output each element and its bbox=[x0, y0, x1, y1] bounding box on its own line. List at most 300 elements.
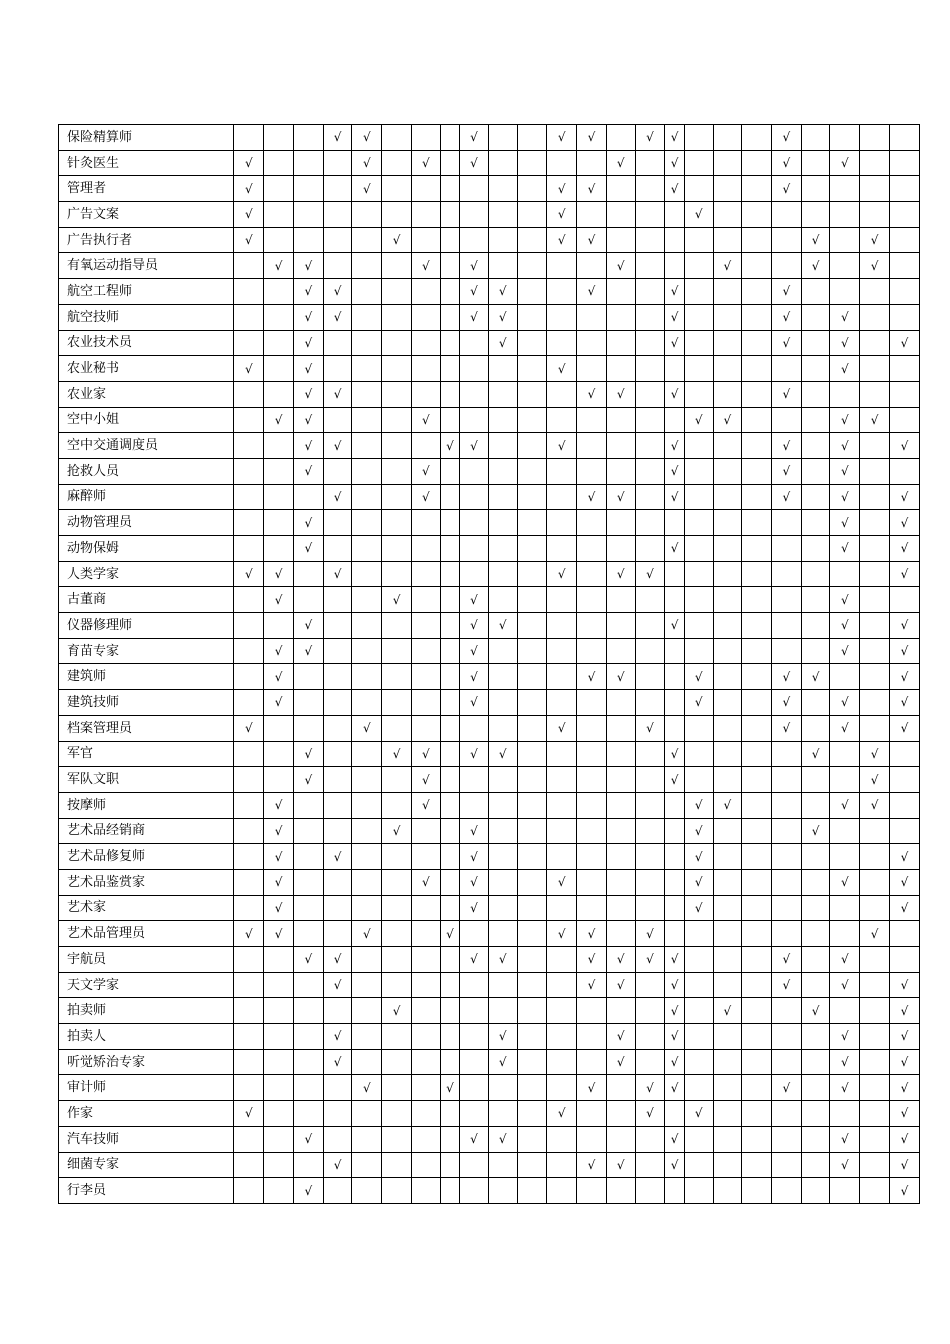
check-mark: √ bbox=[264, 844, 294, 870]
empty-cell bbox=[713, 381, 742, 407]
check-mark: √ bbox=[382, 998, 412, 1024]
check-mark: √ bbox=[382, 818, 412, 844]
check-mark: √ bbox=[771, 484, 801, 510]
empty-cell bbox=[713, 433, 742, 459]
empty-cell bbox=[771, 561, 801, 587]
empty-cell bbox=[742, 484, 772, 510]
empty-cell bbox=[517, 895, 547, 921]
empty-cell bbox=[517, 638, 547, 664]
empty-cell bbox=[382, 1049, 412, 1075]
check-mark: √ bbox=[293, 613, 323, 639]
empty-cell bbox=[352, 664, 382, 690]
empty-cell bbox=[771, 638, 801, 664]
check-mark: √ bbox=[860, 227, 890, 253]
empty-cell bbox=[801, 433, 830, 459]
check-mark: √ bbox=[889, 844, 919, 870]
empty-cell bbox=[830, 227, 860, 253]
empty-cell bbox=[440, 1024, 459, 1050]
check-mark: √ bbox=[889, 536, 919, 562]
empty-cell bbox=[665, 690, 684, 716]
empty-cell bbox=[382, 613, 412, 639]
empty-cell bbox=[517, 536, 547, 562]
empty-cell bbox=[577, 150, 607, 176]
empty-cell bbox=[411, 972, 440, 998]
check-mark: √ bbox=[771, 381, 801, 407]
empty-cell bbox=[411, 356, 440, 382]
check-mark: √ bbox=[830, 1152, 860, 1178]
empty-cell bbox=[606, 767, 635, 793]
empty-cell bbox=[889, 458, 919, 484]
empty-cell bbox=[460, 1101, 489, 1127]
empty-cell bbox=[488, 356, 517, 382]
empty-cell bbox=[293, 176, 323, 202]
empty-cell bbox=[860, 381, 890, 407]
empty-cell bbox=[713, 869, 742, 895]
empty-cell bbox=[517, 510, 547, 536]
empty-cell bbox=[684, 1049, 713, 1075]
check-mark: √ bbox=[323, 1049, 352, 1075]
empty-cell bbox=[547, 150, 577, 176]
check-mark: √ bbox=[684, 1101, 713, 1127]
empty-cell bbox=[517, 381, 547, 407]
empty-cell bbox=[547, 947, 577, 973]
empty-cell bbox=[293, 972, 323, 998]
empty-cell bbox=[382, 895, 412, 921]
check-mark: √ bbox=[771, 715, 801, 741]
empty-cell bbox=[352, 1101, 382, 1127]
check-mark: √ bbox=[488, 947, 517, 973]
empty-cell bbox=[264, 613, 294, 639]
empty-cell bbox=[635, 792, 665, 818]
empty-cell bbox=[713, 279, 742, 305]
empty-cell bbox=[460, 561, 489, 587]
check-mark: √ bbox=[801, 227, 830, 253]
empty-cell bbox=[234, 613, 264, 639]
empty-cell bbox=[665, 407, 684, 433]
empty-cell bbox=[889, 356, 919, 382]
empty-cell bbox=[488, 844, 517, 870]
empty-cell bbox=[771, 921, 801, 947]
check-mark: √ bbox=[684, 690, 713, 716]
table-row bbox=[59, 330, 920, 356]
empty-cell bbox=[684, 536, 713, 562]
empty-cell bbox=[684, 613, 713, 639]
empty-cell bbox=[382, 330, 412, 356]
empty-cell bbox=[889, 253, 919, 279]
empty-cell bbox=[440, 613, 459, 639]
empty-cell bbox=[411, 202, 440, 228]
empty-cell bbox=[635, 844, 665, 870]
empty-cell bbox=[323, 587, 352, 613]
empty-cell bbox=[713, 947, 742, 973]
check-mark: √ bbox=[460, 895, 489, 921]
empty-cell bbox=[742, 1178, 772, 1204]
table-row bbox=[59, 613, 920, 639]
empty-cell bbox=[771, 895, 801, 921]
table-row bbox=[59, 869, 920, 895]
empty-cell bbox=[264, 1126, 294, 1152]
check-mark: √ bbox=[411, 407, 440, 433]
check-mark: √ bbox=[635, 1075, 665, 1101]
empty-cell bbox=[684, 330, 713, 356]
empty-cell bbox=[830, 998, 860, 1024]
empty-cell bbox=[323, 536, 352, 562]
check-mark: √ bbox=[606, 150, 635, 176]
empty-cell bbox=[517, 356, 547, 382]
empty-cell bbox=[460, 1178, 489, 1204]
empty-cell bbox=[234, 458, 264, 484]
empty-cell bbox=[517, 433, 547, 459]
empty-cell bbox=[264, 1075, 294, 1101]
empty-cell bbox=[635, 664, 665, 690]
empty-cell bbox=[488, 253, 517, 279]
empty-cell bbox=[264, 279, 294, 305]
empty-cell bbox=[860, 1075, 890, 1101]
empty-cell bbox=[264, 767, 294, 793]
empty-cell bbox=[382, 304, 412, 330]
empty-cell bbox=[713, 125, 742, 151]
empty-cell bbox=[684, 433, 713, 459]
empty-cell bbox=[577, 792, 607, 818]
empty-cell bbox=[889, 947, 919, 973]
empty-cell bbox=[547, 279, 577, 305]
empty-cell bbox=[460, 510, 489, 536]
empty-cell bbox=[606, 638, 635, 664]
empty-cell bbox=[713, 818, 742, 844]
check-mark: √ bbox=[889, 895, 919, 921]
empty-cell bbox=[517, 690, 547, 716]
empty-cell bbox=[860, 356, 890, 382]
empty-cell bbox=[460, 407, 489, 433]
empty-cell bbox=[234, 330, 264, 356]
empty-cell bbox=[440, 536, 459, 562]
empty-cell bbox=[860, 869, 890, 895]
table-row bbox=[59, 304, 920, 330]
empty-cell bbox=[801, 356, 830, 382]
check-mark: √ bbox=[606, 947, 635, 973]
empty-cell bbox=[635, 150, 665, 176]
table-row bbox=[59, 176, 920, 202]
empty-cell bbox=[440, 279, 459, 305]
empty-cell bbox=[440, 638, 459, 664]
empty-cell bbox=[684, 510, 713, 536]
empty-cell bbox=[830, 279, 860, 305]
check-mark: √ bbox=[293, 767, 323, 793]
empty-cell bbox=[577, 613, 607, 639]
check-mark: √ bbox=[889, 1152, 919, 1178]
empty-cell bbox=[352, 202, 382, 228]
empty-cell bbox=[382, 1075, 412, 1101]
empty-cell bbox=[382, 869, 412, 895]
empty-cell bbox=[323, 613, 352, 639]
check-mark: √ bbox=[830, 690, 860, 716]
empty-cell bbox=[440, 664, 459, 690]
empty-cell bbox=[234, 895, 264, 921]
empty-cell bbox=[577, 1178, 607, 1204]
empty-cell bbox=[234, 253, 264, 279]
check-mark: √ bbox=[411, 869, 440, 895]
check-mark: √ bbox=[323, 561, 352, 587]
empty-cell bbox=[547, 1024, 577, 1050]
empty-cell bbox=[460, 536, 489, 562]
empty-cell bbox=[352, 561, 382, 587]
occupation-name: 军队文职 bbox=[59, 767, 234, 793]
empty-cell bbox=[830, 921, 860, 947]
empty-cell bbox=[234, 1178, 264, 1204]
empty-cell bbox=[606, 715, 635, 741]
check-mark: √ bbox=[264, 561, 294, 587]
empty-cell bbox=[293, 869, 323, 895]
empty-cell bbox=[830, 844, 860, 870]
check-mark: √ bbox=[830, 510, 860, 536]
occupation-name: 古董商 bbox=[59, 587, 234, 613]
empty-cell bbox=[547, 510, 577, 536]
check-mark: √ bbox=[684, 818, 713, 844]
check-mark: √ bbox=[665, 125, 684, 151]
empty-cell bbox=[352, 330, 382, 356]
empty-cell bbox=[264, 356, 294, 382]
empty-cell bbox=[713, 767, 742, 793]
empty-cell bbox=[742, 1126, 772, 1152]
check-mark: √ bbox=[771, 947, 801, 973]
empty-cell bbox=[742, 1024, 772, 1050]
check-mark: √ bbox=[889, 1049, 919, 1075]
empty-cell bbox=[382, 792, 412, 818]
check-mark: √ bbox=[264, 587, 294, 613]
empty-cell bbox=[771, 613, 801, 639]
empty-cell bbox=[860, 176, 890, 202]
empty-cell bbox=[264, 741, 294, 767]
empty-cell bbox=[713, 690, 742, 716]
empty-cell bbox=[860, 536, 890, 562]
empty-cell bbox=[323, 767, 352, 793]
empty-cell bbox=[684, 1178, 713, 1204]
empty-cell bbox=[635, 202, 665, 228]
table-body bbox=[59, 125, 920, 1204]
empty-cell bbox=[517, 227, 547, 253]
check-mark: √ bbox=[635, 947, 665, 973]
empty-cell bbox=[517, 561, 547, 587]
empty-cell bbox=[860, 715, 890, 741]
check-mark: √ bbox=[293, 510, 323, 536]
empty-cell bbox=[742, 1101, 772, 1127]
empty-cell bbox=[684, 638, 713, 664]
empty-cell bbox=[771, 1126, 801, 1152]
empty-cell bbox=[440, 202, 459, 228]
check-mark: √ bbox=[547, 869, 577, 895]
occupation-name: 行李员 bbox=[59, 1178, 234, 1204]
check-mark: √ bbox=[684, 792, 713, 818]
empty-cell bbox=[440, 561, 459, 587]
empty-cell bbox=[889, 304, 919, 330]
empty-cell bbox=[606, 587, 635, 613]
check-mark: √ bbox=[293, 279, 323, 305]
occupation-name: 军官 bbox=[59, 741, 234, 767]
empty-cell bbox=[606, 433, 635, 459]
check-mark: √ bbox=[665, 998, 684, 1024]
check-mark: √ bbox=[577, 1075, 607, 1101]
check-mark: √ bbox=[830, 484, 860, 510]
table-row bbox=[59, 1075, 920, 1101]
occupation-name: 广告执行者 bbox=[59, 227, 234, 253]
occupation-name: 仪器修理师 bbox=[59, 613, 234, 639]
empty-cell bbox=[801, 613, 830, 639]
check-mark: √ bbox=[665, 767, 684, 793]
empty-cell bbox=[352, 587, 382, 613]
occupation-name: 动物保姆 bbox=[59, 536, 234, 562]
empty-cell bbox=[411, 536, 440, 562]
empty-cell bbox=[411, 587, 440, 613]
check-mark: √ bbox=[293, 741, 323, 767]
empty-cell bbox=[488, 1152, 517, 1178]
check-mark: √ bbox=[352, 176, 382, 202]
occupation-name: 农业家 bbox=[59, 381, 234, 407]
check-mark: √ bbox=[234, 227, 264, 253]
check-mark: √ bbox=[577, 176, 607, 202]
check-mark: √ bbox=[293, 1178, 323, 1204]
empty-cell bbox=[382, 844, 412, 870]
occupation-name: 航空工程师 bbox=[59, 279, 234, 305]
check-mark: √ bbox=[801, 664, 830, 690]
check-mark: √ bbox=[801, 741, 830, 767]
check-mark: √ bbox=[293, 458, 323, 484]
empty-cell bbox=[635, 690, 665, 716]
check-mark: √ bbox=[771, 972, 801, 998]
empty-cell bbox=[293, 844, 323, 870]
empty-cell bbox=[488, 536, 517, 562]
empty-cell bbox=[411, 227, 440, 253]
empty-cell bbox=[801, 1049, 830, 1075]
empty-cell bbox=[742, 356, 772, 382]
table-row bbox=[59, 715, 920, 741]
empty-cell bbox=[293, 1024, 323, 1050]
empty-cell bbox=[440, 715, 459, 741]
empty-cell bbox=[547, 638, 577, 664]
empty-cell bbox=[440, 895, 459, 921]
empty-cell bbox=[488, 638, 517, 664]
empty-cell bbox=[547, 818, 577, 844]
check-mark: √ bbox=[460, 690, 489, 716]
empty-cell bbox=[411, 690, 440, 716]
table-row bbox=[59, 433, 920, 459]
empty-cell bbox=[742, 227, 772, 253]
occupation-name: 天文学家 bbox=[59, 972, 234, 998]
empty-cell bbox=[771, 227, 801, 253]
empty-cell bbox=[517, 921, 547, 947]
empty-cell bbox=[264, 1178, 294, 1204]
empty-cell bbox=[635, 227, 665, 253]
empty-cell bbox=[713, 536, 742, 562]
check-mark: √ bbox=[323, 381, 352, 407]
check-mark: √ bbox=[460, 741, 489, 767]
empty-cell bbox=[606, 818, 635, 844]
empty-cell bbox=[460, 767, 489, 793]
empty-cell bbox=[264, 433, 294, 459]
check-mark: √ bbox=[323, 304, 352, 330]
empty-cell bbox=[606, 792, 635, 818]
occupation-check-table bbox=[58, 124, 920, 1204]
empty-cell bbox=[264, 381, 294, 407]
check-mark: √ bbox=[488, 1049, 517, 1075]
empty-cell bbox=[323, 1178, 352, 1204]
empty-cell bbox=[860, 484, 890, 510]
empty-cell bbox=[440, 356, 459, 382]
empty-cell bbox=[488, 458, 517, 484]
empty-cell bbox=[860, 150, 890, 176]
check-mark: √ bbox=[606, 561, 635, 587]
check-mark: √ bbox=[460, 433, 489, 459]
empty-cell bbox=[801, 202, 830, 228]
empty-cell bbox=[264, 510, 294, 536]
check-mark: √ bbox=[460, 125, 489, 151]
empty-cell bbox=[830, 1178, 860, 1204]
empty-cell bbox=[264, 304, 294, 330]
empty-cell bbox=[606, 1101, 635, 1127]
occupation-name: 艺术品经销商 bbox=[59, 818, 234, 844]
empty-cell bbox=[606, 227, 635, 253]
empty-cell bbox=[684, 176, 713, 202]
check-mark: √ bbox=[830, 536, 860, 562]
empty-cell bbox=[801, 844, 830, 870]
empty-cell bbox=[440, 972, 459, 998]
empty-cell bbox=[713, 330, 742, 356]
check-mark: √ bbox=[889, 330, 919, 356]
empty-cell bbox=[684, 1126, 713, 1152]
empty-cell bbox=[234, 1075, 264, 1101]
check-mark: √ bbox=[830, 638, 860, 664]
empty-cell bbox=[323, 1126, 352, 1152]
empty-cell bbox=[577, 587, 607, 613]
occupation-name: 拍卖师 bbox=[59, 998, 234, 1024]
check-mark: √ bbox=[889, 1126, 919, 1152]
empty-cell bbox=[488, 1101, 517, 1127]
table-row bbox=[59, 561, 920, 587]
empty-cell bbox=[635, 356, 665, 382]
check-mark: √ bbox=[460, 304, 489, 330]
check-mark: √ bbox=[264, 921, 294, 947]
empty-cell bbox=[577, 510, 607, 536]
empty-cell bbox=[635, 1126, 665, 1152]
empty-cell bbox=[577, 356, 607, 382]
empty-cell bbox=[771, 253, 801, 279]
check-mark: √ bbox=[547, 715, 577, 741]
empty-cell bbox=[606, 690, 635, 716]
empty-cell bbox=[860, 844, 890, 870]
table-row bbox=[59, 792, 920, 818]
empty-cell bbox=[684, 125, 713, 151]
check-mark: √ bbox=[411, 458, 440, 484]
empty-cell bbox=[460, 972, 489, 998]
empty-cell bbox=[460, 356, 489, 382]
table-row bbox=[59, 767, 920, 793]
empty-cell bbox=[234, 484, 264, 510]
check-mark: √ bbox=[830, 356, 860, 382]
empty-cell bbox=[382, 510, 412, 536]
empty-cell bbox=[742, 844, 772, 870]
empty-cell bbox=[293, 1075, 323, 1101]
empty-cell bbox=[264, 150, 294, 176]
empty-cell bbox=[889, 279, 919, 305]
empty-cell bbox=[889, 818, 919, 844]
check-mark: √ bbox=[460, 279, 489, 305]
empty-cell bbox=[264, 227, 294, 253]
empty-cell bbox=[771, 1101, 801, 1127]
empty-cell bbox=[606, 998, 635, 1024]
empty-cell bbox=[742, 638, 772, 664]
empty-cell bbox=[713, 664, 742, 690]
empty-cell bbox=[234, 381, 264, 407]
empty-cell bbox=[771, 202, 801, 228]
